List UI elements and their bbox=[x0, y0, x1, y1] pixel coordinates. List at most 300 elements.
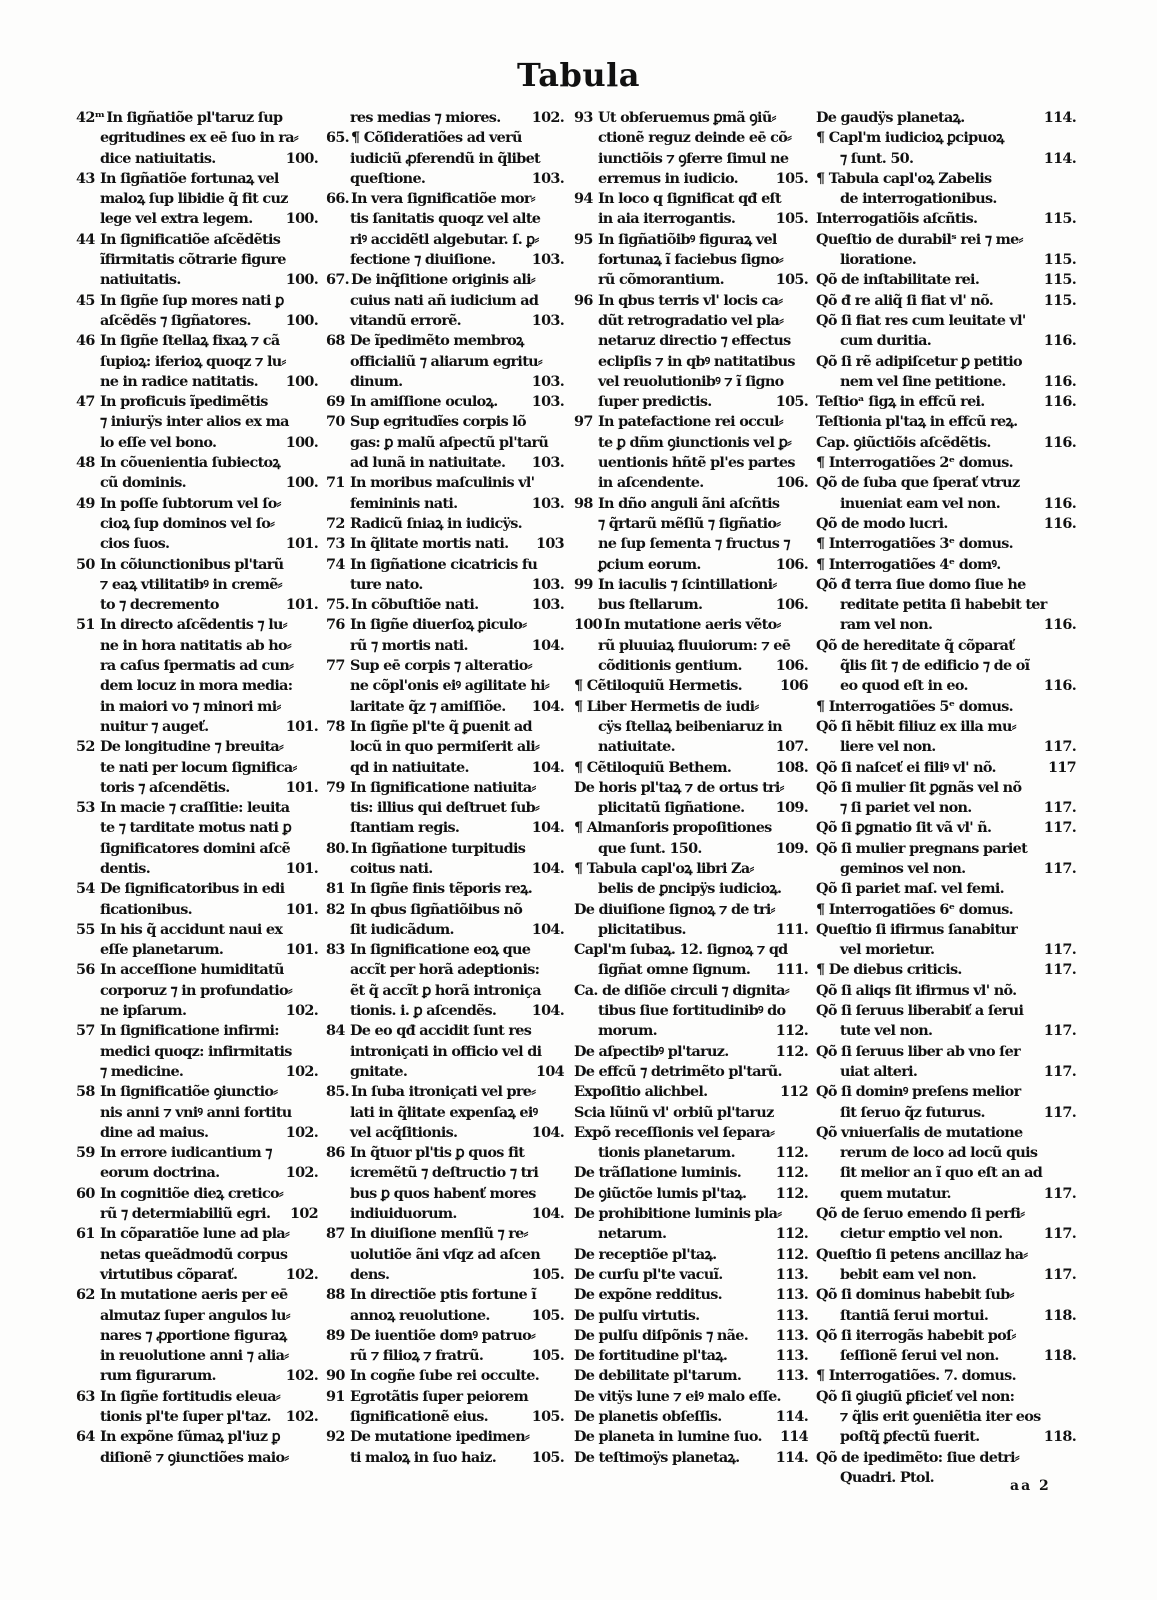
entry-page-number: 104. bbox=[528, 920, 564, 940]
toc-entry-line bbox=[76, 1163, 320, 1183]
entry-page-number: 104. bbox=[528, 818, 564, 838]
entry-text: dũt retrogradatio vel pla⸗ bbox=[598, 311, 784, 329]
entry-text: nuitur ⁊ augeť. bbox=[100, 717, 209, 735]
toc-entry-line bbox=[76, 920, 320, 940]
entry-text: ſupioꝝ: iferioꝝ quoqz ⁊ lu⸗ bbox=[100, 352, 286, 370]
entry-number: 100 bbox=[574, 616, 602, 634]
entry-text: introniçati in officio vel di bbox=[350, 1042, 542, 1060]
toc-entry-line bbox=[816, 960, 1078, 980]
entry-text: Ut obſeruemus ꝑmã ꝯiũ⸗ bbox=[598, 109, 776, 126]
entry-text: In ſignificatione infirmi: bbox=[100, 1022, 279, 1040]
toc-entry-line bbox=[76, 1224, 320, 1244]
entry-number: 86 bbox=[326, 1144, 345, 1162]
entry-text: ꝑcium eorum. bbox=[598, 555, 701, 573]
entry-text: tute vel non. bbox=[840, 1022, 933, 1040]
entry-page-number: 115. bbox=[1040, 291, 1076, 311]
toc-entry-line bbox=[574, 412, 810, 432]
entry-page-number: 114. bbox=[1040, 149, 1076, 169]
entry-text: iunctiõis ⁊ ꝯferre ſimul ne bbox=[598, 149, 789, 167]
toc-entry-line bbox=[76, 555, 320, 575]
entry-page-number: 104. bbox=[528, 697, 564, 717]
entry-page-number: 102 bbox=[286, 1204, 318, 1224]
toc-entry-line bbox=[574, 311, 810, 331]
toc-entry-line bbox=[76, 1407, 320, 1427]
entry-text: tionis planetarum. bbox=[598, 1144, 735, 1162]
entry-page-number: 102. bbox=[282, 1123, 318, 1143]
entry-text: gas: ꝑ malũ aſpectũ pl'tarũ bbox=[350, 433, 549, 451]
entry-text: poſtq̃ ꝑfectũ fuerit. bbox=[840, 1428, 980, 1446]
entry-text: De horis pl'taꝝ ⁊ de ortus tri⸗ bbox=[574, 778, 784, 796]
toc-entry-line bbox=[326, 209, 566, 229]
entry-text: aſcẽdẽs ⁊ ſigñatores. bbox=[100, 311, 251, 329]
toc-entry-line bbox=[574, 1001, 810, 1021]
toc-entry-line bbox=[816, 1224, 1078, 1244]
entry-page-number: 105. bbox=[528, 1265, 564, 1285]
entry-page-number: 111. bbox=[772, 920, 808, 940]
toc-entry-line bbox=[816, 412, 1078, 432]
toc-entry-line bbox=[574, 494, 810, 514]
entry-text: q̃lis ſit ⁊ de edificio ⁊ de oĩ bbox=[840, 657, 1030, 675]
entry-text: Scia lũinũ vl' orbiũ pl'taruz bbox=[574, 1103, 774, 1121]
entry-page-number: 101. bbox=[282, 778, 318, 798]
entry-text: In cognitiõe dieꝝ cretico⸗ bbox=[100, 1184, 284, 1202]
toc-entry-line bbox=[816, 1062, 1078, 1082]
entry-text: In ſignificatiõe aſcẽdẽtis bbox=[100, 230, 281, 248]
toc-entry-line bbox=[574, 920, 810, 940]
entry-text: In ſigñatione turpitudis bbox=[350, 839, 526, 857]
entry-text: lege vel extra legem. bbox=[100, 210, 253, 228]
entry-page-number: 116. bbox=[1040, 331, 1076, 351]
entry-page-number: 108. bbox=[772, 758, 808, 778]
entry-text: eorum doctrina. bbox=[100, 1164, 220, 1182]
entry-text: ne cõpl'onis eiꝰ agilitate hi⸗ bbox=[350, 677, 549, 695]
entry-text: rũ ⁊ determiabiliũ egri. bbox=[100, 1205, 271, 1223]
toc-entry-line bbox=[574, 352, 810, 372]
entry-page-number: 101. bbox=[282, 940, 318, 960]
entry-text: In diuiſione menſiũ ⁊ re⸗ bbox=[350, 1225, 528, 1243]
toc-entry-line bbox=[76, 230, 320, 250]
entry-page-number: 112. bbox=[772, 1163, 808, 1183]
entry-text: In macie ⁊ craſſitie: leuita bbox=[100, 799, 290, 817]
entry-text: ne ſup ſementa ⁊ fructus ⁊ bbox=[598, 535, 790, 553]
entry-number: 62 bbox=[76, 1286, 95, 1304]
toc-entry-line bbox=[574, 1245, 810, 1265]
entry-text: cÿs ſtellaꝝ beibeniaruz in bbox=[598, 717, 782, 735]
toc-entry-line bbox=[326, 940, 566, 960]
entry-page-number: 116. bbox=[1040, 494, 1076, 514]
entry-page-number: 101. bbox=[282, 859, 318, 879]
entry-text: Capl'm ſubaꝝ. 12. ſignoꝝ ⁊ qd bbox=[574, 941, 788, 959]
toc-entry-line bbox=[574, 798, 810, 818]
entry-text: ¶ Interrogatiões 5ᵉ domus. bbox=[816, 697, 1013, 715]
entry-text: Qõ de modo lucri. bbox=[816, 514, 948, 532]
entry-page-number: 113. bbox=[772, 1366, 808, 1386]
entry-text: virtutibus cõparať. bbox=[100, 1265, 238, 1283]
toc-entry-line bbox=[574, 940, 810, 960]
entry-number: 55 bbox=[76, 920, 95, 938]
entry-text: plicitatibus. bbox=[598, 920, 686, 938]
entry-page-number: 114 bbox=[776, 1427, 808, 1447]
entry-text: vel reuolutionibꝰ ⁊ ĩ ſigno bbox=[598, 372, 784, 390]
toc-entry-line bbox=[76, 514, 320, 534]
entry-page-number: 117. bbox=[1040, 1265, 1076, 1285]
entry-text: quem mutatur. bbox=[840, 1184, 951, 1202]
toc-entry-line bbox=[574, 1184, 810, 1204]
entry-page-number: 104 bbox=[532, 1062, 564, 1082]
entry-text: ¶ Cõſideratiões ad verũ bbox=[350, 129, 522, 147]
entry-text: Ca. de diſiõe circuli ⁊ dignita⸗ bbox=[574, 981, 790, 999]
entry-page-number: 103. bbox=[528, 494, 564, 514]
toc-entry-line bbox=[326, 758, 566, 778]
entry-text: In iaculis ⁊ ſcintillationi⸗ bbox=[598, 575, 777, 593]
toc-entry-line bbox=[816, 108, 1078, 128]
entry-text: maloꝝ ſup libidie q̃ fit cuz bbox=[100, 190, 288, 208]
toc-entry-line bbox=[816, 940, 1078, 960]
entry-text: In directo aſcẽdentis ⁊ lu⸗ bbox=[100, 616, 287, 634]
toc-entry-line bbox=[326, 1184, 566, 1204]
entry-number: 54 bbox=[76, 880, 95, 898]
toc-entry-line bbox=[326, 372, 566, 392]
toc-entry-line bbox=[816, 1427, 1078, 1447]
entry-number: 95 bbox=[574, 230, 593, 248]
entry-text: ne ipſarum. bbox=[100, 1002, 187, 1020]
entry-text: In qbus terris vl' locis ca⸗ bbox=[598, 291, 783, 309]
entry-text: rerum de loco ad locũ quis bbox=[840, 1144, 1038, 1162]
toc-entry-line bbox=[76, 1103, 320, 1123]
entry-text: In ſigñe pl'te q̃ ꝑuenit ad bbox=[350, 717, 532, 735]
toc-entry-line bbox=[76, 128, 320, 148]
toc-entry-line bbox=[816, 1285, 1078, 1305]
entry-text: bebit eam vel non. bbox=[840, 1265, 977, 1283]
toc-entry-line bbox=[574, 1042, 810, 1062]
entry-number: 42ᵐ bbox=[76, 109, 105, 126]
entry-page-number: 112. bbox=[772, 1042, 808, 1062]
entry-page-number: 102. bbox=[282, 1001, 318, 1021]
entry-text: De aſpectibꝰ pl'taruz. bbox=[574, 1042, 729, 1060]
entry-text: In ſigñe diuerſoꝝ ꝑiculo⸗ bbox=[350, 616, 527, 634]
toc-entry-line bbox=[326, 595, 566, 615]
entry-number: 97 bbox=[574, 413, 593, 431]
entry-text: Qõ de ſuba que ſperať vtruz bbox=[816, 474, 1020, 492]
entry-text: Qõ ſi aliqs ſit ifirmus vl' nõ. bbox=[816, 981, 1017, 999]
entry-page-number: 100. bbox=[282, 433, 318, 453]
entry-text: rũ pluuiaꝝ fluuiorum: ⁊ eē bbox=[598, 636, 791, 654]
entry-text: In ſigñe fortitudis eleua⸗ bbox=[100, 1387, 280, 1405]
toc-entry-line bbox=[326, 291, 566, 311]
entry-number: 72 bbox=[326, 514, 345, 532]
entry-text: In mutatione aeris vẽto⸗ bbox=[603, 616, 781, 634]
entry-text: Sup egritudĩes corpis lõ bbox=[350, 413, 526, 431]
toc-column-1 bbox=[76, 108, 320, 1468]
toc-entry-line bbox=[76, 758, 320, 778]
entry-text: qd in natiuitate. bbox=[350, 758, 469, 776]
toc-entry-line bbox=[816, 676, 1078, 696]
entry-text: In ſigñe finis tẽporis reꝝ. bbox=[350, 880, 533, 898]
entry-text: De debilitate pl'tarum. bbox=[574, 1367, 742, 1385]
entry-text: reditate petita ſi habebit ter bbox=[840, 596, 1047, 614]
toc-entry-line bbox=[574, 1427, 810, 1447]
entry-page-number: 115. bbox=[1040, 209, 1076, 229]
entry-text: ſit ſeruo q̃z futurus. bbox=[840, 1103, 985, 1121]
toc-entry-line bbox=[816, 250, 1078, 270]
entry-page-number: 105. bbox=[772, 209, 808, 229]
toc-entry-line bbox=[326, 331, 566, 351]
toc-entry-line bbox=[326, 697, 566, 717]
entry-page-number: 114. bbox=[772, 1448, 808, 1468]
toc-entry-line bbox=[816, 1123, 1078, 1143]
toc-entry-line bbox=[816, 818, 1078, 838]
entry-text: Qõ đ re aliq̃ ſi fiat vl' nõ. bbox=[816, 291, 994, 309]
entry-text: ⁊ q̃rtarũ mẽſiũ ⁊ ſigñatio⸗ bbox=[598, 514, 781, 532]
toc-entry-line bbox=[816, 1245, 1078, 1265]
entry-number: 56 bbox=[76, 961, 95, 979]
toc-entry-line bbox=[76, 1306, 320, 1326]
entry-text: liere vel non. bbox=[840, 738, 936, 756]
toc-entry-line bbox=[326, 270, 566, 290]
toc-entry-line bbox=[816, 778, 1078, 798]
entry-text: De mutatione ipedimen⸗ bbox=[350, 1428, 530, 1446]
entry-text: nem vel ſine petitione. bbox=[840, 372, 1006, 390]
toc-entry-line bbox=[574, 1306, 810, 1326]
entry-text: Egrotãtis ſuper peiorem bbox=[350, 1387, 529, 1405]
entry-number: 93 bbox=[574, 109, 593, 126]
toc-entry-line bbox=[574, 839, 810, 859]
entry-text: ¶ Interrogatiões 6ᵉ domus. bbox=[816, 900, 1013, 918]
toc-entry-line bbox=[816, 595, 1078, 615]
entry-number: 84 bbox=[326, 1022, 345, 1040]
toc-entry-line bbox=[574, 1387, 810, 1407]
entry-text: In ſigñatiõibꝰ figuraꝝ vel bbox=[598, 230, 777, 248]
entry-text: Qõ ſi iterrogãs habebit poſ⸗ bbox=[816, 1326, 1016, 1344]
toc-entry-line bbox=[76, 737, 320, 757]
toc-entry-line bbox=[816, 534, 1078, 554]
entry-text: geminos vel non. bbox=[840, 859, 966, 877]
entry-text: ram vel non. bbox=[840, 616, 933, 634]
toc-entry-line bbox=[816, 372, 1078, 392]
entry-text: Cap. ꝯiũctiõis aſcẽdẽtis. bbox=[816, 433, 991, 451]
toc-entry-line bbox=[574, 676, 810, 696]
entry-page-number: 112. bbox=[772, 1184, 808, 1204]
entry-text: De planeta in lumine ſuo. bbox=[574, 1428, 762, 1446]
toc-entry-line bbox=[326, 1163, 566, 1183]
entry-text: In ſigñe ſtellaꝝ fixaꝝ ⁊ cã bbox=[100, 332, 280, 350]
toc-entry-line bbox=[816, 291, 1078, 311]
toc-entry-line bbox=[326, 311, 566, 331]
entry-page-number: 109. bbox=[772, 798, 808, 818]
entry-text: dens. bbox=[350, 1265, 390, 1283]
entry-text: Qõ ſi ꝑgnatio ſit vã vl' ñ. bbox=[816, 819, 992, 837]
toc-entry-line bbox=[574, 514, 810, 534]
entry-page-number: 106. bbox=[772, 555, 808, 575]
entry-text: in aſcendente. bbox=[598, 474, 704, 492]
entry-text: In moribus maſculinis vl' bbox=[350, 474, 535, 492]
entry-number: 53 bbox=[76, 799, 95, 817]
entry-text: egritudines ex eē ſuo in ra⸗ bbox=[100, 129, 299, 147]
entry-text: ¶ Liber Hermetis de iudi⸗ bbox=[574, 697, 759, 715]
entry-page-number: 106. bbox=[772, 595, 808, 615]
toc-entry-line bbox=[574, 1062, 810, 1082]
toc-entry-line bbox=[816, 1204, 1078, 1224]
entry-text: ne in hora natitatis ab ho⸗ bbox=[100, 636, 291, 654]
toc-entry-line bbox=[574, 1265, 810, 1285]
toc-entry-line bbox=[574, 717, 810, 737]
entry-text: ẽt q̃ accĩt ꝑ horã introniça bbox=[350, 981, 541, 999]
toc-entry-line bbox=[76, 1326, 320, 1346]
entry-text: ſuper predictis. bbox=[598, 393, 712, 411]
toc-entry-line bbox=[326, 514, 566, 534]
entry-text: Qõ ſi pariet maſ. vel femi. bbox=[816, 880, 1004, 898]
entry-text: almutaz ſuper angulos lu⸗ bbox=[100, 1306, 290, 1324]
entry-text: vel acq̃ſitionis. bbox=[350, 1123, 458, 1141]
toc-column-2 bbox=[326, 108, 566, 1468]
entry-text: Expõ receſſionis vel ſepara⸗ bbox=[574, 1123, 775, 1141]
toc-entry-line bbox=[76, 676, 320, 696]
entry-number: 67. bbox=[326, 271, 349, 289]
toc-entry-line bbox=[574, 1285, 810, 1305]
toc-entry-line bbox=[816, 1001, 1078, 1021]
entry-text: De trãſlatione luminis. bbox=[574, 1164, 742, 1182]
toc-entry-line bbox=[326, 1001, 566, 1021]
entry-text: officialiũ ⁊ aliarum egritu⸗ bbox=[350, 352, 543, 370]
entry-number: 44 bbox=[76, 230, 95, 248]
entry-text: De gaudÿs planetaꝝ. bbox=[816, 109, 965, 126]
toc-entry-line bbox=[816, 981, 1078, 1001]
entry-page-number: 113. bbox=[772, 1346, 808, 1366]
entry-text: Qõ ſi ꝯiugiũ ꝑficieť vel non: bbox=[816, 1387, 1015, 1405]
entry-text: ¶ Cẽtiloquiũ Bethem. bbox=[574, 758, 732, 776]
entry-text: cios ſuos. bbox=[100, 535, 170, 553]
toc-entry-line bbox=[76, 1204, 320, 1224]
toc-entry-line bbox=[326, 839, 566, 859]
entry-text: cõditionis gentium. bbox=[598, 657, 742, 675]
entry-text: vitandũ errorẽ. bbox=[350, 311, 461, 329]
entry-text: natiuitate. bbox=[598, 738, 675, 756]
toc-entry-line bbox=[574, 1163, 810, 1183]
entry-page-number: 103 bbox=[532, 534, 564, 554]
toc-entry-line bbox=[76, 717, 320, 737]
toc-entry-line bbox=[326, 737, 566, 757]
entry-page-number: 115. bbox=[1040, 250, 1076, 270]
toc-entry-line bbox=[76, 494, 320, 514]
entry-number: 50 bbox=[76, 555, 95, 573]
entry-text: Qõ ſi ſeruus liber ab vno ſer bbox=[816, 1042, 1020, 1060]
entry-text: laritate q̃z ⁊ amiſſiõe. bbox=[350, 697, 506, 715]
entry-text: plicitatũ ſigñatione. bbox=[598, 799, 745, 817]
entry-text: ra caſus ſpermatis ad cun⸗ bbox=[100, 657, 294, 675]
toc-entry-line bbox=[816, 1042, 1078, 1062]
entry-page-number: 105. bbox=[772, 392, 808, 412]
entry-page-number: 104. bbox=[528, 1204, 564, 1224]
entry-text: bus ꝑ quos habenť mores bbox=[350, 1184, 536, 1202]
toc-entry-line bbox=[76, 778, 320, 798]
toc-entry-line bbox=[326, 717, 566, 737]
entry-number: 69 bbox=[326, 393, 345, 411]
toc-entry-line bbox=[816, 575, 1078, 595]
toc-entry-line bbox=[574, 1407, 810, 1427]
entry-text: De inq̃ſitione originis ali⸗ bbox=[350, 271, 535, 289]
toc-entry-line bbox=[574, 960, 810, 980]
entry-page-number: 114. bbox=[772, 1407, 808, 1427]
entry-page-number: 103. bbox=[528, 595, 564, 615]
toc-entry-line bbox=[76, 149, 320, 169]
toc-entry-line bbox=[76, 1427, 320, 1447]
toc-entry-line bbox=[574, 1346, 810, 1366]
entry-page-number: 104. bbox=[528, 859, 564, 879]
toc-entry-line bbox=[326, 1285, 566, 1305]
entry-number: 79 bbox=[326, 778, 345, 796]
entry-page-number: 105. bbox=[528, 1448, 564, 1468]
entry-text: cuius nati añ iudicium ad bbox=[350, 291, 539, 309]
entry-number: 65. bbox=[326, 129, 349, 147]
entry-text: Queſtio ſi petens ancillaz ha⸗ bbox=[816, 1245, 1028, 1263]
entry-page-number: 117 bbox=[1044, 758, 1076, 778]
entry-page-number: 117. bbox=[1040, 1062, 1076, 1082]
toc-entry-line bbox=[326, 1346, 566, 1366]
entry-text: te ꝑ dñm ꝯiunctionis vel ꝑ⸗ bbox=[598, 433, 792, 451]
toc-entry-line bbox=[76, 209, 320, 229]
entry-text: ad lunã in natiuitate. bbox=[350, 454, 506, 472]
entry-page-number: 100. bbox=[282, 473, 318, 493]
entry-number: 81 bbox=[326, 880, 345, 898]
entry-text: tibus ſiue fortitudinibꝰ do bbox=[598, 1002, 786, 1020]
entry-text: In patefactione rei occul⸗ bbox=[598, 413, 783, 431]
entry-text: De expõne redditus. bbox=[574, 1286, 722, 1304]
toc-entry-line bbox=[326, 1427, 566, 1447]
entry-page-number: 104. bbox=[528, 1123, 564, 1143]
entry-page-number: 104. bbox=[528, 1001, 564, 1021]
toc-entry-line bbox=[816, 1163, 1078, 1183]
entry-text: cietur emptio vel non. bbox=[840, 1225, 1003, 1243]
entry-text: De receptiõe pl'taꝝ. bbox=[574, 1245, 717, 1263]
entry-text: In ſignificatione eoꝝ que bbox=[350, 941, 531, 959]
toc-entry-line bbox=[76, 1387, 320, 1407]
entry-text: medici quoqz: infirmitatis bbox=[100, 1042, 292, 1060]
toc-entry-line bbox=[326, 778, 566, 798]
toc-entry-line bbox=[76, 960, 320, 980]
entry-page-number: 114. bbox=[1040, 108, 1076, 128]
entry-page-number: 102. bbox=[282, 1163, 318, 1183]
toc-entry-line bbox=[574, 1103, 810, 1123]
entry-text: dine ad maius. bbox=[100, 1123, 209, 1141]
toc-entry-line bbox=[326, 818, 566, 838]
entry-text: fortunaꝝ ĩ faciebus ſigno⸗ bbox=[598, 251, 783, 269]
entry-text: ficationibus. bbox=[100, 900, 192, 918]
entry-text: lo eſſe vel bono. bbox=[100, 433, 217, 451]
entry-text: eclipſis ⁊ in qbꝰ natitatibus bbox=[598, 352, 795, 370]
entry-page-number: 105. bbox=[528, 1346, 564, 1366]
entry-text: De diuiſione ſignoꝝ ⁊ de tri⸗ bbox=[574, 900, 775, 918]
toc-entry-line bbox=[76, 1448, 320, 1468]
toc-entry-line bbox=[76, 352, 320, 372]
toc-entry-line bbox=[816, 920, 1078, 940]
entry-text: ne in radice natitatis. bbox=[100, 372, 258, 390]
toc-entry-line bbox=[816, 149, 1078, 169]
entry-page-number: 117. bbox=[1040, 940, 1076, 960]
toc-entry-line bbox=[326, 494, 566, 514]
entry-text: tis: illius qui deſtruet ſub⸗ bbox=[350, 799, 540, 817]
entry-text: In loco q ſignificat qđ eſt bbox=[598, 190, 781, 208]
entry-number: 70 bbox=[326, 413, 345, 431]
entry-text: ti maloꝝ in ſuo haiz. bbox=[350, 1448, 497, 1466]
entry-text: ſeſſionẽ ſerui vel non. bbox=[840, 1347, 999, 1365]
entry-page-number: 117. bbox=[1040, 1184, 1076, 1204]
entry-text: cum duritia. bbox=[840, 332, 932, 350]
entry-text: ¶ Cẽtiloquiũ Hermetis. bbox=[574, 677, 742, 695]
entry-text: indiuiduorum. bbox=[350, 1205, 457, 1223]
toc-entry-line bbox=[574, 392, 810, 412]
entry-page-number: 103. bbox=[528, 169, 564, 189]
entry-number: 61 bbox=[76, 1225, 95, 1243]
